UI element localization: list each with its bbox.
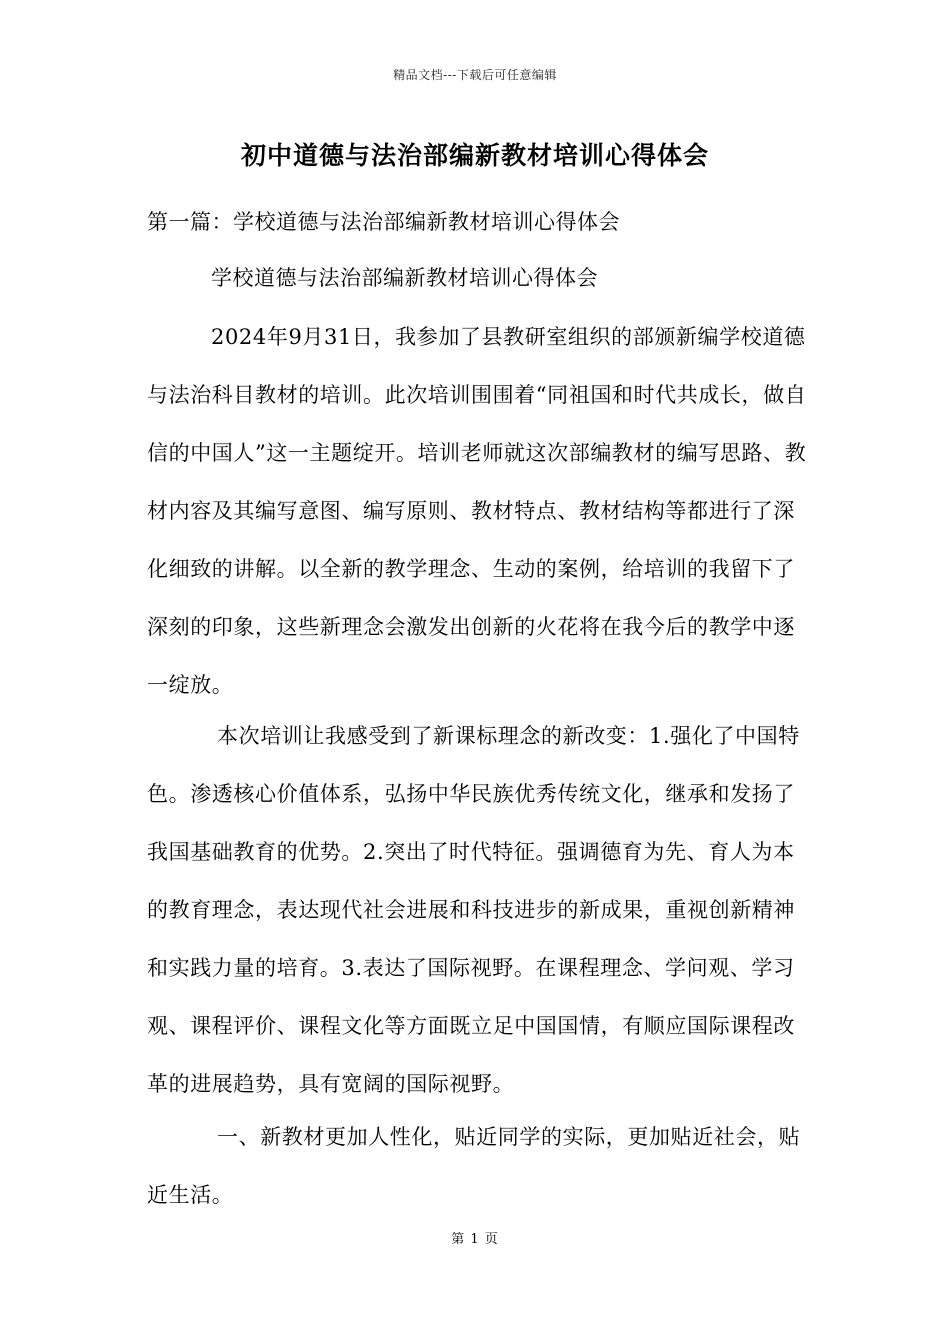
header-note: 精品文档---下载后可任意编辑 [393, 68, 557, 82]
page-number: 第 1 页 [451, 1232, 499, 1247]
article-subtitle: 学校道德与法治部编新教材培训心得体会 [211, 266, 598, 290]
document-title: 初中道德与法治部编新教材培训心得体会 [240, 141, 709, 170]
paragraph-2: 本次培训让我感受到了新课标理念的新改变：1.强化了中国特色。渗透核心价值体系，弘扬中华民族优秀传统文化，继承和发扬了我国基础教育的优势。2.突出了时代特征。强调德育为先、育人为本的教育理念，表达现代社会进展和科技进步的新成果，重视创新精神和实践力量的培育。3.表达了国际视野。在课程理念、学问观、学习观、课程评价、课程文化等方面既立足中国国情，有顺应国际课程改革的进展趋势，具有宽阔的国际视野。 [147, 724, 800, 1096]
paragraph-3: 一、新教材更加人性化，贴近同学的实际，更加贴近社会，贴近生活。 [147, 1125, 801, 1207]
paragraph-1: 2024年9月31日，我参加了县教研室组织的部颁新编学校道德与法治科目教材的培训。此次培训围围着“同祖国和时代共成长，做自信的中国人”这一主题绽开。培训老师就这次部编教材的编写思路、教材内容及其编写意图、编写原则、教材特点、教材结构等都进行了深化细致的讲解。以全新的教学理念、生动的案例，给培训的我留下了深刻的印象，这些新理念会激发出创新的火花将在我今后的教学中逐一绽放。 [147, 325, 807, 697]
section-heading: 第一篇：学校道德与法治部编新教材培训心得体会 [147, 210, 620, 234]
